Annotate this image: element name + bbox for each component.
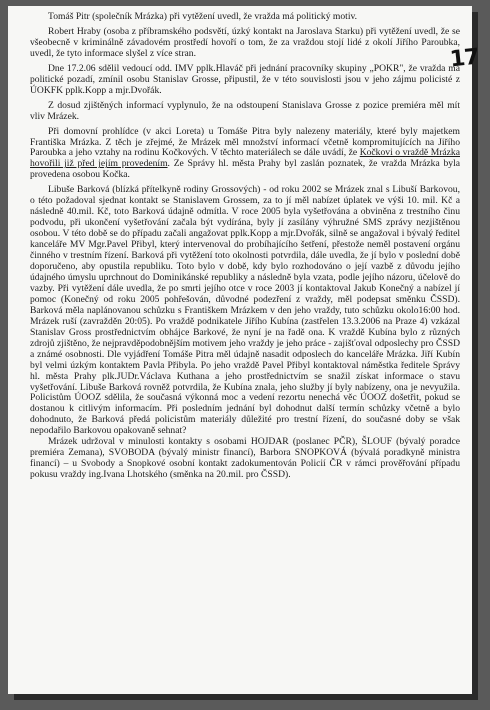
paragraph: Dne 17.2.06 sdělil vedoucí odd. IMV pplk.Hlaváč při jednání pracovníky skupiny „POKR", že vražda má politické pozadí, zmínil osobu Stanislav Grosse, připustil, že v této souvislosti jsou v jeho zájmu policisté z ÚOKFK pplk.Kopp a mjr.Dvořák. xyxy=(30,62,460,96)
handwritten-page-number: 17 xyxy=(448,44,480,73)
paragraph: Libuše Barková (blízká přítelkyně rodiny Grossových) - od roku 2002 se Mrázek znal s Libuší Barkovou, o této požadoval sjednat kontakt se Stanislavem Grossem, za to jí měl nabízet úplatek ve výši 10. mil. Kč a následně 40.mil. Kč, toto Barková údajně odmítla. V roce 2005 byla vyšetřována a obviněna z trestního činu podvodu, při ukončení vyšetřování začala být vydírána, byly jí zasílány výhružné SMS zprávy nezjištěnou osobou. V této době se do případu začali angažovat pplk.Kopp a mjr.Dvořák, silně se angažoval i bývalý ředitel kanceláře MV Mgr.Pavel Přibyl, který intervenoval do probíhajícího šetření, přestože neměl postavení orgánu činného v trestním řízení. Barková při vytěžení toto okolnosti potvrdila, dále uvedla, že jí bylo v poslední době doporučeno, aby opustila republiku. Toto bylo v době, kdy bylo rozhodováno o její vazbě z důvodu jejího údajného úmyslu uprchnout do Dominikánské republiky a následně byla vzata, podle jejího názoru, účelově do vazby. Při vytěžení dále uvedla, že po smrti jejího otce v roce 2003 jí kontaktoval Jakub Konečný a nabízel jí pomoc (Konečný od roku 2005 pohřešován, důvodné podezření z vraždy, měl podepsat směnku ČSSD). Barková měla naplánovanou schůzku s Františkem Mrázkem v den jeho vraždy, tuto schůzku okolo16:00 hod. Mrázek ruší (zavražděn 20:05). Po vraždě podnikatele Jiřího Kubína (zastřelen 13.3.2006 na Praze 4) vzkázal Stanislav Gross prostřednictvím obhájce Barkové, že nyní je na řadě ona. K vraždě Kubína bylo z různých zdrojů zjištěno, že nejpravděpodobnějším motivem jeho vraždy je jeho práce - zajišťoval odposlechy pro ČSSD a známé osobnosti. Dle vyjádření Tomáše Pitra měl údajně nasadit odposlech do kanceláře Mrázka. Jiří Kubín byl velmi úzkým kontaktem Pavla Přibyla. Po jeho vraždě Pavel Přibyl kontaktoval náměstka ředitele Správy hl. města Prahy plk.JUDr.Václava Kuthana a jeho prostřednictvím se snažil získat informace o stavu vyšetřování. Libuše Barková rovněž potvrdila, že Kubína znala, jeho služby jí byly nabízeny, ona je nevyužila. Policistům ÚOOZ sdělila, že současná výkonná moc a vedení rezortu nenechá věc ÚOOZ došetřit, pokud se dostanou k citlivým informacím. Při posledním jednání byl dohodnut další termín schůzky včetně a bylo dohodnuto, že Barková předá policistům materiály důležité pro trestní řízení, do současné doby se však nepodařilo Barkovou opakovaně sehnat? xyxy=(30,184,460,437)
document-page xyxy=(8,6,480,694)
paragraph: Tomáš Pitr (společník Mrázka) při vytěžení uvedl, že vražda má politický motiv. xyxy=(48,11,358,22)
paragraph: Z dosud zjištěných informací vyplynulo, že na odstoupení Stanislava Grosse z pozice premiéra měl mít vliv Mrázek. xyxy=(30,99,460,122)
paragraph: Robert Hraby (osoba z příbramského podsvětí, úzký kontakt na Jaroslava Starku) při vytěžení uvedl, že se všeobecně v kriminálně závadovém prostředí hovoří o tom, že za vraždou stojí lidé z okolí Jiřího Paroubka, uvedl, že tyto informace slyšel z více stran. xyxy=(30,25,460,59)
underlined-phrase: Kočkovi o vraždě Mrázka hovořili již před jejím provedením xyxy=(30,147,460,170)
paragraph: Při domovní prohlídce (v akci Loreta) u Tomáše Pitra byly nalezeny materiály, které byly majetkem Františka Mrázka. Z těch je zřejmé, že Mrázek měl množství informací včetně kompromitujících na Jiřího Paroubka a jeho vztahy na rodinu Kočkových. V těchto materiálech se dále uvádí, že Kočkovi o vraždě Mrázka hovořili již před jejím provedením. Ze Správy hl. města Prahy byl zaslán poznatek, že vražda Mrázka byla provedena osobou Kočka. xyxy=(30,125,460,181)
document-body xyxy=(30,12,460,481)
paragraph: Mrázek udržoval v minulosti kontakty s osobami HOJDAR (poslanec PČR), ŠLOUF (bývalý poradce premiéra Zemana), SVOBODA (bývalý ministr financí), Barbora SNOPKOVÁ (bývalá poradkyně ministra financí) – u Svobody a Snopkové osobní kontakt zadokumentován Policií ČR v rámci prověřování případu pokusu vraždy ing.Ivana Lhotského (směnka na 20.mil. pro ČSSD). xyxy=(30,436,460,481)
